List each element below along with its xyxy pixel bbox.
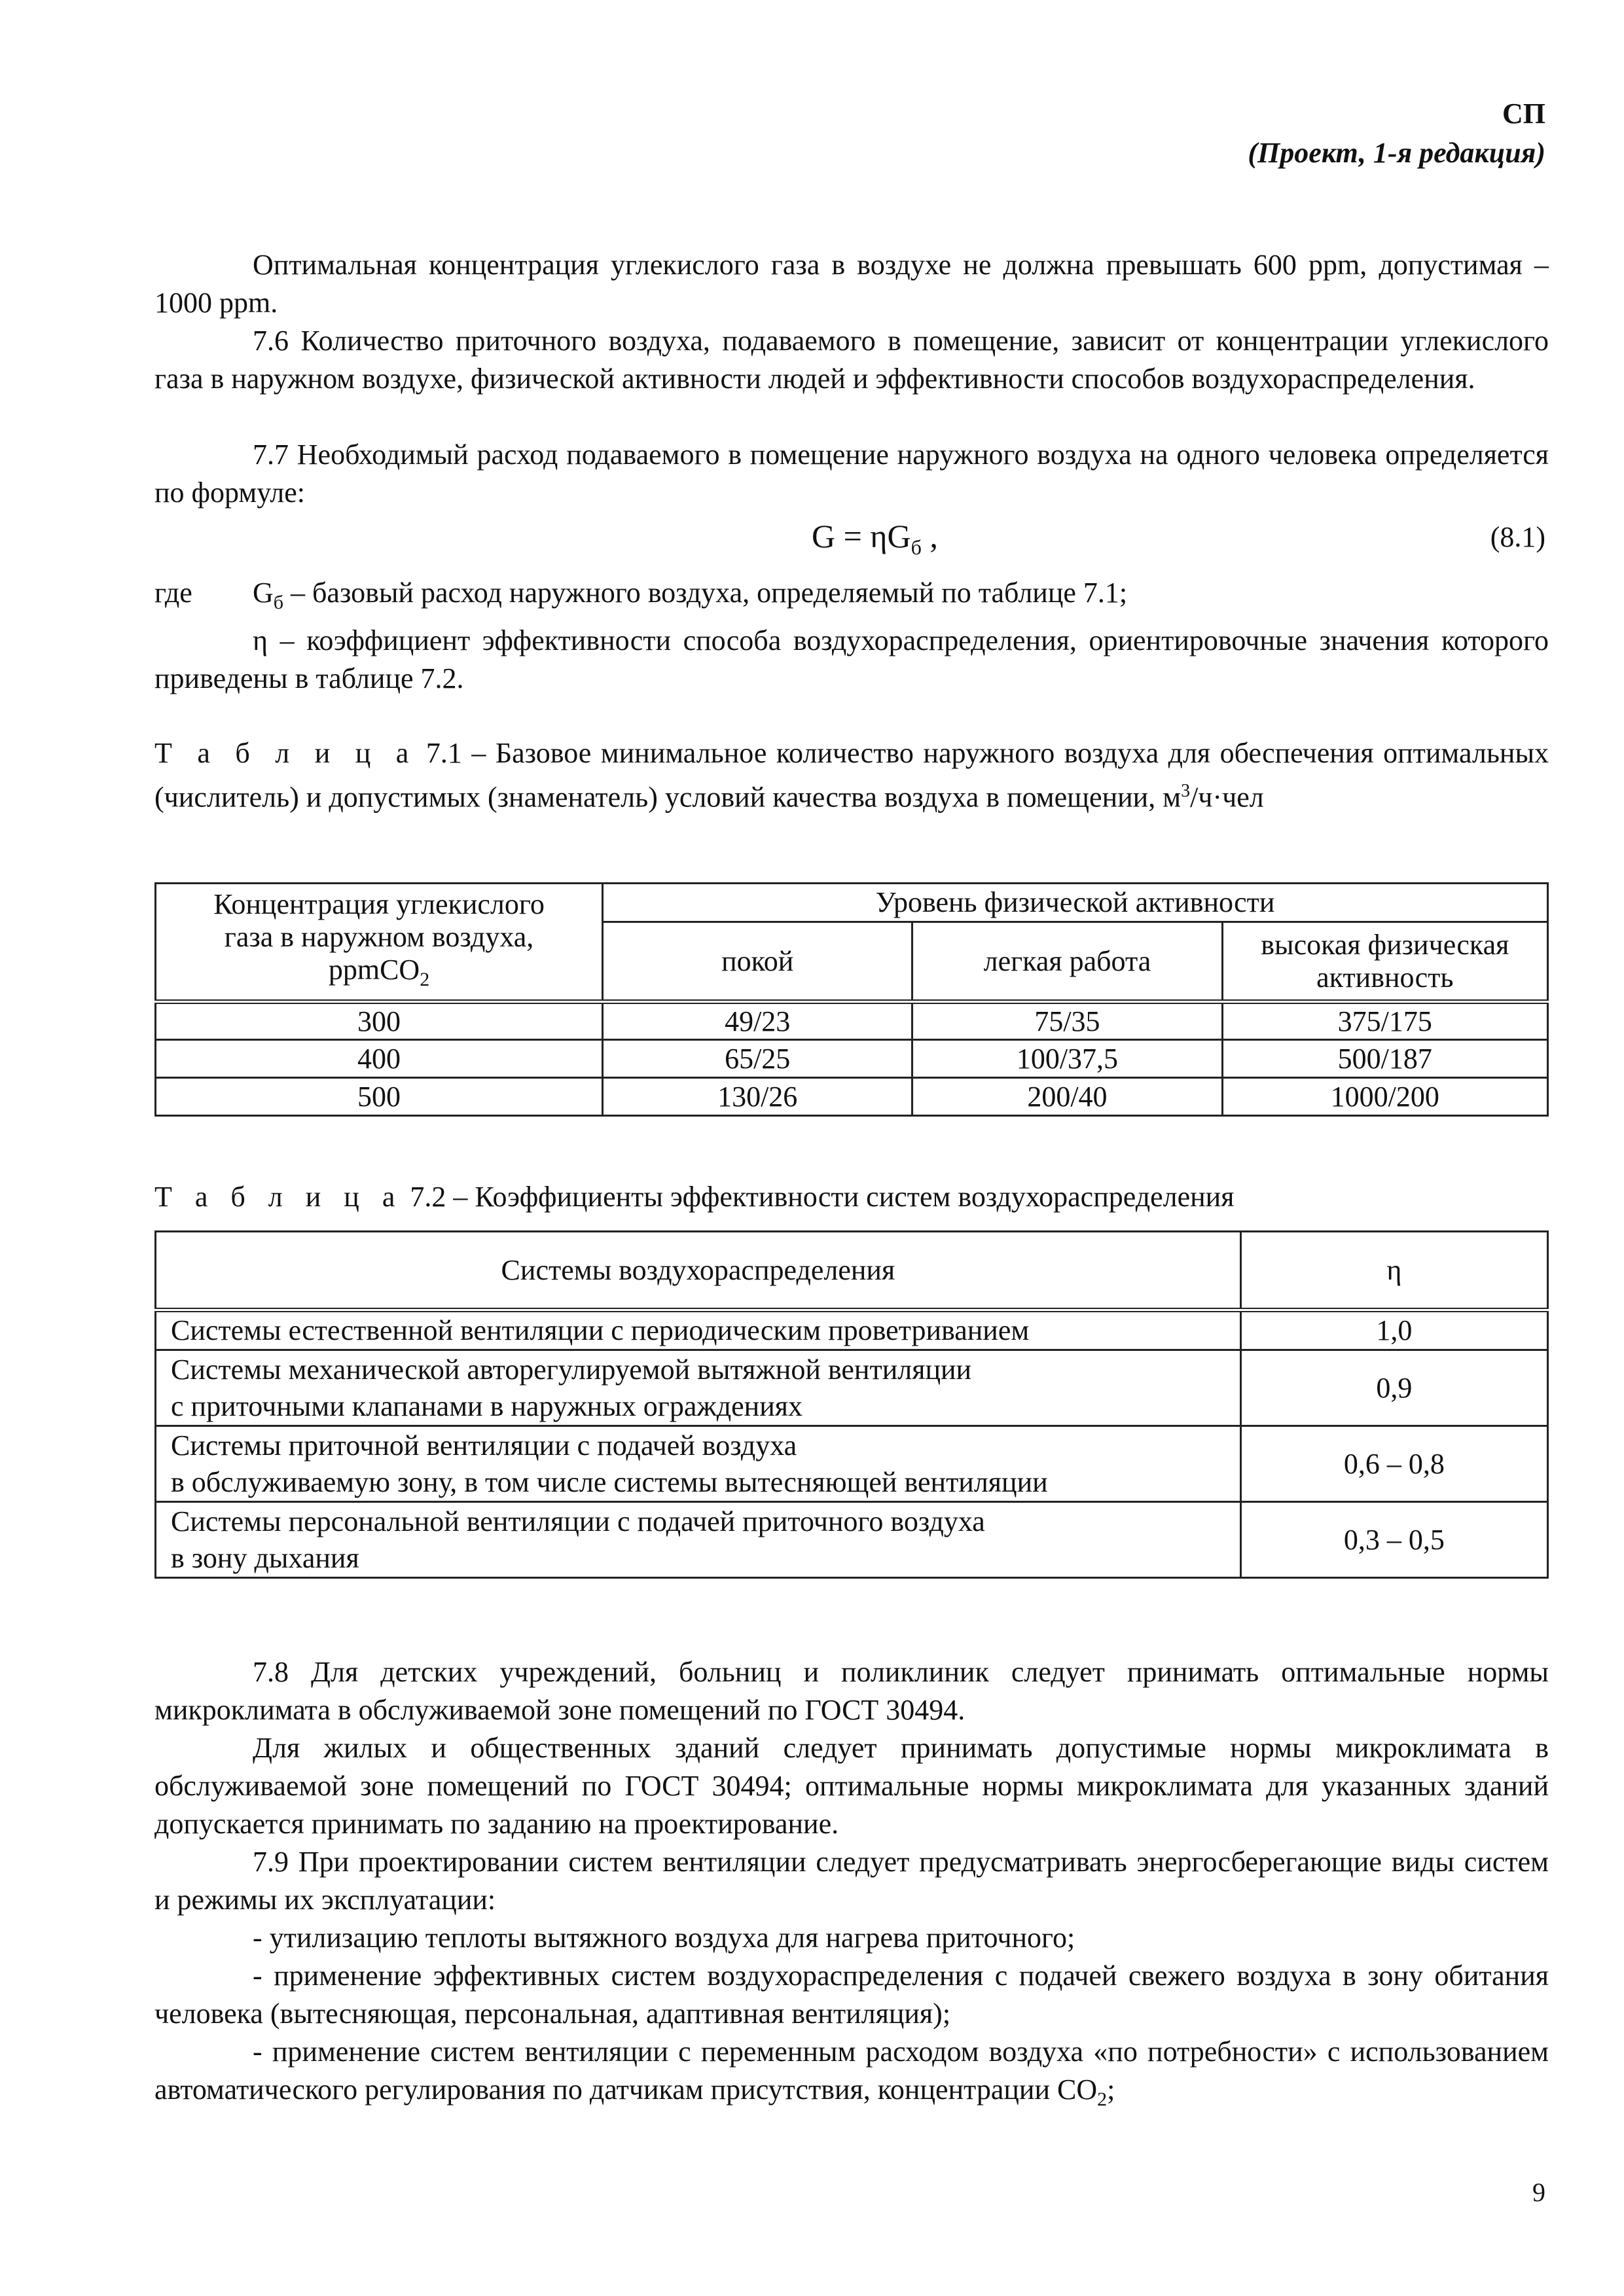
t1-h1-line2: газа в наружном воздуха,: [224, 920, 534, 953]
t1-cell: 400: [156, 1040, 603, 1078]
formula-number: (8.1): [1490, 521, 1545, 553]
table1-caption: [154, 734, 1549, 817]
paragraph-co2: Оптимальная концентрация углекислого газа в воздухе не должна превышать 600 ppm, допустимая – 1000 ppm.: [154, 249, 1549, 319]
t2-system: [156, 1426, 1241, 1502]
bullet-heat-recovery: - утилизацию теплоты вытяжного воздуха для нагрева приточного;: [253, 1922, 1075, 1954]
t2-header-eta: η: [1240, 1232, 1547, 1310]
table-row: [156, 1310, 1548, 1350]
t1-sub-high: высокая физическая активность: [1222, 922, 1547, 1002]
t1-cell: 500/187: [1222, 1040, 1547, 1078]
paragraph-7-6: 7.6 Количество приточного воздуха, подаваемого в помещение, зависит от концентрации углекислого газа в наружном воздухе, физической активности людей и эффективности способов воздухораспределения.: [154, 325, 1549, 395]
t2-line1: Системы механической авторегулируемой вытяжной вентиляции: [171, 1353, 972, 1386]
table-row: [156, 1350, 1548, 1426]
t1-h1-sub: 2: [420, 968, 430, 990]
bullet-3-sub: 2: [1097, 2088, 1108, 2110]
g-def-text: – базовый расход наружного воздуха, определяемый по таблице 7.1;: [283, 577, 1128, 609]
t1-cell: 65/25: [603, 1040, 912, 1078]
table-row: [156, 1040, 1548, 1078]
t1-sub-light: легкая работа: [912, 922, 1222, 1002]
t2-line2: в зону дыхания: [171, 1541, 359, 1574]
table-row: [156, 1002, 1548, 1040]
t1-h1-line1: Концентрация углекислого: [213, 888, 545, 920]
t1-cell: 130/26: [603, 1078, 912, 1116]
t2-value: 1,0: [1240, 1310, 1547, 1350]
eta-definition: η – коэффициент эффективности способа воздухораспределения, ориентировочные значения которого приведены в таблице 7.2.: [154, 624, 1549, 694]
table1-caption-unit: /ч·чел: [1190, 781, 1264, 814]
paragraph-7-7: 7.7 Необходимый расход подаваемого в помещение наружного воздуха на одного человека определяется по формуле:: [154, 439, 1549, 509]
t1-cell: 1000/200: [1222, 1078, 1547, 1116]
t2-value: 0,3 – 0,5: [1240, 1502, 1547, 1578]
t2-line2: в обслуживаемую зону, в том числе системы вытесняющей вентиляции: [171, 1465, 1048, 1498]
t1-sub-rest: покой: [603, 922, 912, 1002]
table1-caption-word: Т а б л и ц а: [154, 737, 417, 769]
table2-caption: [154, 1178, 1549, 1216]
table1-caption-sup: 3: [1181, 781, 1191, 801]
bullet-3-text: - применение систем вентиляции с переменным расходом воздуха «по потребности» с использованием автоматического регулирования по датчикам присутствия, концентрации CO: [154, 2036, 1549, 2106]
table-row: [156, 1502, 1548, 1578]
t1-cell: 375/175: [1222, 1002, 1547, 1040]
t2-line1: Системы естественной вентиляции с периодическим проветриванием: [171, 1314, 1030, 1346]
g-definition: [253, 576, 1127, 614]
paragraph-7-8: 7.8 Для детских учреждений, больниц и поликлиник следует принимать оптимальные нормы микроклимата в обслуживаемой зоне помещений по ГОСТ 30494.: [154, 1656, 1549, 1726]
table2-caption-word: Т а б л и ц а: [154, 1181, 403, 1213]
table-7-2: [154, 1230, 1549, 1579]
bullet-3-tail: ;: [1107, 2073, 1115, 2106]
doc-code: СП: [1502, 98, 1545, 130]
bullet-air-distribution: - применение эффективных систем воздухораспределения с подачей свежего воздуха в зону обитания человека (вытесняющая, персональная, адаптивная вентиляция);: [154, 1960, 1549, 2030]
t1-col-concentration: [156, 884, 603, 1002]
t2-value: 0,9: [1240, 1350, 1547, 1426]
table2-caption-text: 7.2 – Коэффициенты эффективности систем воздухораспределения: [403, 1181, 1235, 1213]
where-word: где: [154, 577, 192, 609]
t2-system: [156, 1310, 1241, 1350]
t1-cell: 49/23: [603, 1002, 912, 1040]
t2-line1: Системы персональной вентиляции с подачей приточного воздуха: [171, 1505, 985, 1537]
bullet-demand-control: [154, 2033, 1549, 2119]
g-sub: б: [273, 591, 284, 613]
paragraph-7-9: 7.9 При проектировании систем вентиляции следует предусматривать энергосберегающие виды систем и режимы их эксплуатации:: [154, 1846, 1549, 1916]
t1-h1-line3: ppmCO: [328, 953, 420, 986]
table1-caption-text: 7.1 – Базовое минимальное количество наружного воздуха для обеспечения оптимальных (числитель) и допустимых (знаменатель) условий качества воздуха в помещении, м: [154, 737, 1549, 814]
t2-line2: с приточными клапанами в наружных ограждениях: [171, 1390, 803, 1422]
t1-cell: 500: [156, 1078, 603, 1116]
t2-header-systems: Системы воздухораспределения: [156, 1232, 1241, 1310]
t2-system: [156, 1502, 1241, 1578]
formula-main: G = ηG: [812, 518, 911, 554]
table-row: [156, 1426, 1548, 1502]
t2-value: 0,6 – 0,8: [1240, 1426, 1547, 1502]
t2-line1: Системы приточной вентиляции с подачей воздуха: [171, 1429, 797, 1462]
formula: [812, 517, 938, 560]
t1-cell: 100/37,5: [912, 1040, 1222, 1078]
t1-cell: 75/35: [912, 1002, 1222, 1040]
formula-tail: ,: [921, 518, 938, 554]
doc-edition: (Проект, 1-я редакция): [1248, 137, 1545, 169]
page-number: 9: [1532, 2178, 1545, 2207]
g-symbol: G: [253, 577, 274, 609]
t1-cell: 200/40: [912, 1078, 1222, 1116]
table-7-1: [154, 882, 1549, 1117]
t2-system: [156, 1350, 1241, 1426]
formula-sub: б: [911, 535, 922, 559]
t1-cell: 300: [156, 1002, 603, 1040]
paragraph-7-8b: Для жилых и общественных зданий следует принимать допустимые нормы микроклимата в обслуживаемой зоне помещений по ГОСТ 30494; оптимальные нормы микроклимата для указанных зданий допускается принимать по заданию на проектирование.: [154, 1732, 1549, 1840]
table-row: [156, 1078, 1548, 1116]
t1-group-header: Уровень физической активности: [603, 884, 1548, 922]
